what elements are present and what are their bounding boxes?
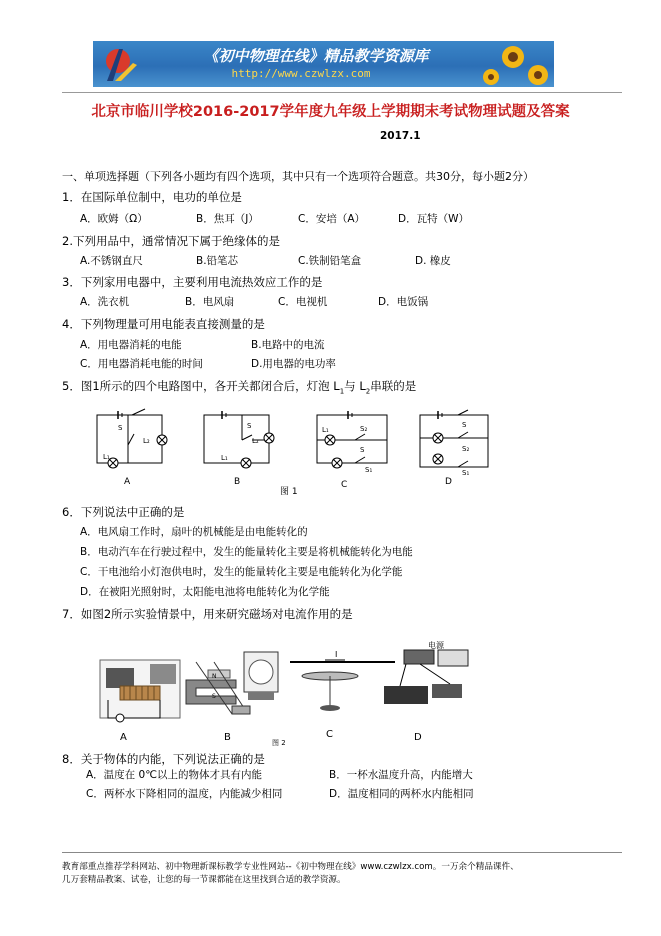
fig1-mark-l1-c: L₁ <box>322 426 329 434</box>
fig1-label-a: A <box>124 477 131 487</box>
fig1-label-d: D <box>445 477 452 487</box>
q4-option-b: B.电路中的电流 <box>251 339 325 351</box>
q1-option-a: A．欧姆（Ω） <box>80 213 148 225</box>
footer-line-2: 几万套精品教案、试卷，让您的每一节课都能在这里找到合适的教学资源。 <box>62 875 346 885</box>
fig1-label-b: B <box>234 477 241 487</box>
footer-divider <box>62 852 622 853</box>
figure-1-caption: 图 1 <box>280 487 298 497</box>
experiment-c2 <box>290 660 395 711</box>
fig2-mark-n: N <box>212 673 217 680</box>
question-8: 8．关于物体的内能，下列说法正确的是 <box>62 752 265 766</box>
q6-option-a: A．电风扇工作时，扇叶的机械能是由电能转化的 <box>80 526 308 538</box>
banner-url[interactable]: http://www.czwlzx.com <box>231 67 371 80</box>
fig1-mark-s2-d: S₂ <box>462 445 470 453</box>
q4-option-c: C．用电器消耗电能的时间 <box>80 358 203 370</box>
fig1-mark-s2-c: S₂ <box>360 425 368 433</box>
fig1-label-c: C <box>341 480 348 490</box>
banner-title: 《初中物理在线》精品教学资源库 <box>203 47 429 65</box>
fig1-mark-s-c: S <box>360 446 365 454</box>
fig1-mark-s-d: S <box>462 421 467 429</box>
fig1-mark-s1-c: S₁ <box>365 466 373 474</box>
question-6: 6．下列说法中正确的是 <box>62 505 185 519</box>
fig2-mark-s: S <box>212 693 216 700</box>
fig1-mark-l1: L₁ <box>103 453 110 461</box>
exam-date: 2017.1 <box>380 130 421 142</box>
fig1-mark-l1-b: L₁ <box>221 454 228 462</box>
q6-option-c: C．干电池给小灯泡供电时，发生的能量转化主要是电能转化为化学能 <box>80 566 403 578</box>
q3-option-b: B．电风扇 <box>185 296 235 308</box>
figure-2-caption: 图 2 <box>272 739 286 747</box>
q2-option-d: D. 橡皮 <box>415 255 451 267</box>
page-title: 北京市临川学校2016-2017学年度九年级上学期期末考试物理试题及答案 <box>91 104 570 120</box>
fig1-mark-l2-b: L₂ <box>252 437 259 445</box>
q2-option-a: A.不锈钢直尺 <box>80 255 143 267</box>
q4-option-d: D.用电器的电功率 <box>251 358 336 370</box>
experiment-a <box>100 660 180 722</box>
question-7: 7．如图2所示实验情景中，用来研究磁场对电流作用的是 <box>62 607 353 621</box>
q8-option-d: D．温度相同的两杯水内能相同 <box>329 788 474 800</box>
fig2-mark-power: 电源 <box>428 641 444 650</box>
q6-option-b: B．电动汽车在行驶过程中，发生的能量转化主要是将机械能转化为电能 <box>80 546 413 558</box>
fig1-mark-l2: L₂ <box>143 437 150 445</box>
q1-option-c: C．安培（A） <box>298 213 366 225</box>
q8-option-a: A．温度在 0℃以上的物体才具有内能 <box>86 769 262 781</box>
experiment-d <box>384 650 468 704</box>
q3-option-d: D．电饭锅 <box>378 296 429 308</box>
fig2-label-a: A <box>120 732 127 743</box>
experiment-c <box>244 652 278 700</box>
question-2: 2.下列用品中，通常情况下属于绝缘体的是 <box>62 234 280 248</box>
q8-option-b: B．一杯水温度升高，内能增大 <box>329 769 473 781</box>
footer <box>62 861 622 887</box>
q6-option-d: D．在被阳光照射时，太阳能电池将电能转化为化学能 <box>80 586 330 598</box>
question-3: 3．下列家用电器中，主要利用电流热效应工作的是 <box>62 275 323 289</box>
fig1-mark-s: S <box>118 424 123 432</box>
fig1-mark-s1-d: S₁ <box>462 469 470 477</box>
question-5: 5．图1所示的四个电路图中，各开关都闭合后，灯泡 $L_1$与 $L_2$串联的是 <box>62 379 417 396</box>
fig1-mark-s-b: S <box>247 422 252 430</box>
q8-option-c: C．两杯水下降相同的温度，内能减少相同 <box>86 788 283 800</box>
fig2-label-b: B <box>224 732 231 743</box>
experiment-b <box>186 662 250 714</box>
fig2-label-d: D <box>414 732 422 743</box>
q2-option-c: C.铁制铅笔盒 <box>298 255 362 267</box>
q3-option-a: A．洗衣机 <box>80 296 130 308</box>
q3-option-c: C．电视机 <box>278 296 328 308</box>
question-4: 4．下列物理量可用电能表直接测量的是 <box>62 317 265 331</box>
footer-line-1: 教育部重点推荐学科网站、初中物理新课标教学专业性网站--《初中物理在线》www.czwlzx.com。一万余个精品课件、 <box>62 862 519 872</box>
q2-option-b: B.铅笔芯 <box>196 255 239 267</box>
fig2-label-c: C <box>326 729 333 740</box>
fig2-mark-i: I <box>335 650 338 659</box>
q1-option-d: D．瓦特（W） <box>398 213 469 225</box>
section-heading: 一、单项选择题（下列各小题均有四个选项，其中只有一个选项符合题意。共30分，每小题2分） <box>62 170 534 183</box>
q4-option-a: A．用电器消耗的电能 <box>80 339 182 351</box>
q1-option-b: B．焦耳（J） <box>196 213 259 225</box>
question-1: 1．在国际单位制中，电功的单位是 <box>62 190 242 204</box>
